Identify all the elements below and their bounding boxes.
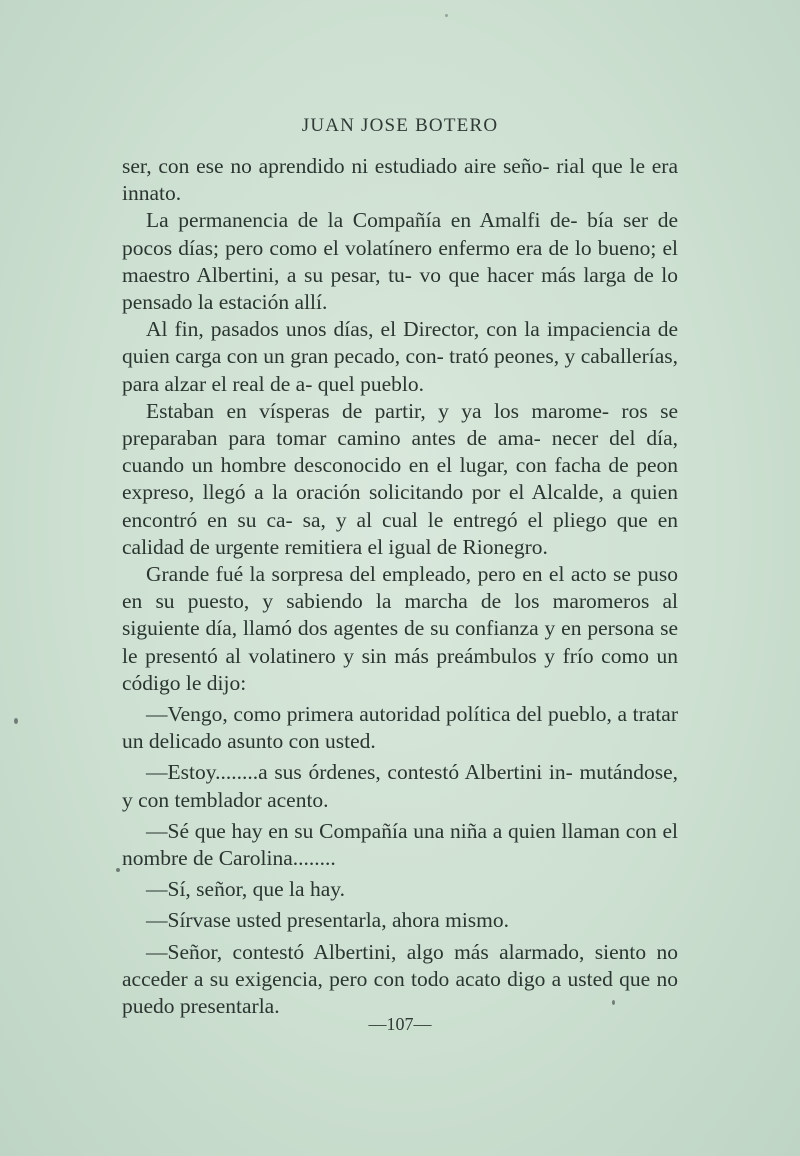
dialogue-paragraph: —Sí, señor, que la hay. [146, 877, 345, 902]
paper-speck [116, 868, 120, 872]
paper-speck [14, 718, 18, 724]
dialogue-paragraph: —Sírvase usted presentarla, ahora mismo. [146, 908, 510, 933]
dialogue-paragraph: —Estoy........a sus órdenes, contestó Albertini in- mutándose, y con temblador acento. [122, 760, 678, 812]
running-header: JUAN JOSE BOTERO [301, 115, 499, 136]
paper-speck [612, 1000, 615, 1005]
dialogue-paragraph: —Sé que hay en su Compañía una niña a quien llaman con el nombre de Carolina........ [122, 818, 678, 871]
paper-speck [445, 14, 448, 17]
paragraph: Al fin, pasados unos días, el Director, con la impaciencia de quien carga con un gran pecado, con- trató peones, y caballerías, para alzar el real de a- quel pueblo. [122, 317, 678, 396]
body-text [122, 153, 678, 1020]
dialogue-paragraph: —Vengo, como primera autoridad política del pueblo, a tratar un delicado asunto con usted. [122, 702, 678, 754]
paragraph: La permanencia de la Compañía en Amalfi de- bía ser de pocos días; pero como el volatínero enfermo era de lo bueno; el maestro Albertini, a su pesar, tu- vo que hacer más larga de lo pensado la estación allí. [122, 208, 678, 315]
dialogue-paragraph: —Señor, contestó Albertini, algo más alarmado, siento no acceder a su exigencia, pero con todo acato digo a usted que no puedo presentarla. [122, 939, 678, 1019]
paragraph: ser, con ese no aprendido ni estudiado aire seño- rial que le era innato. [122, 154, 678, 206]
paragraph: Estaban en vísperas de partir, y ya los marome- ros se preparaban para tomar camino antes de ama- necer del día, cuando un hombre desconocido en el lugar, con facha de peon expreso, llegó a la oración solicitando por el Alcalde, a quien encontró en su ca- sa, y al cual le entregó el pliego que en calidad de urgente remitiera el igual de Rionegro. [122, 398, 678, 559]
page-number: —107— [368, 1014, 432, 1034]
paragraph: Grande fué la sorpresa del empleado, pero en el acto se puso en su puesto, y sabiendo la marcha de los maromeros al siguiente día, llamó dos agentes de su confianza y en persona se le presentó al volatinero y sin más preámbulos y frío como un código le dijo: [122, 562, 678, 695]
